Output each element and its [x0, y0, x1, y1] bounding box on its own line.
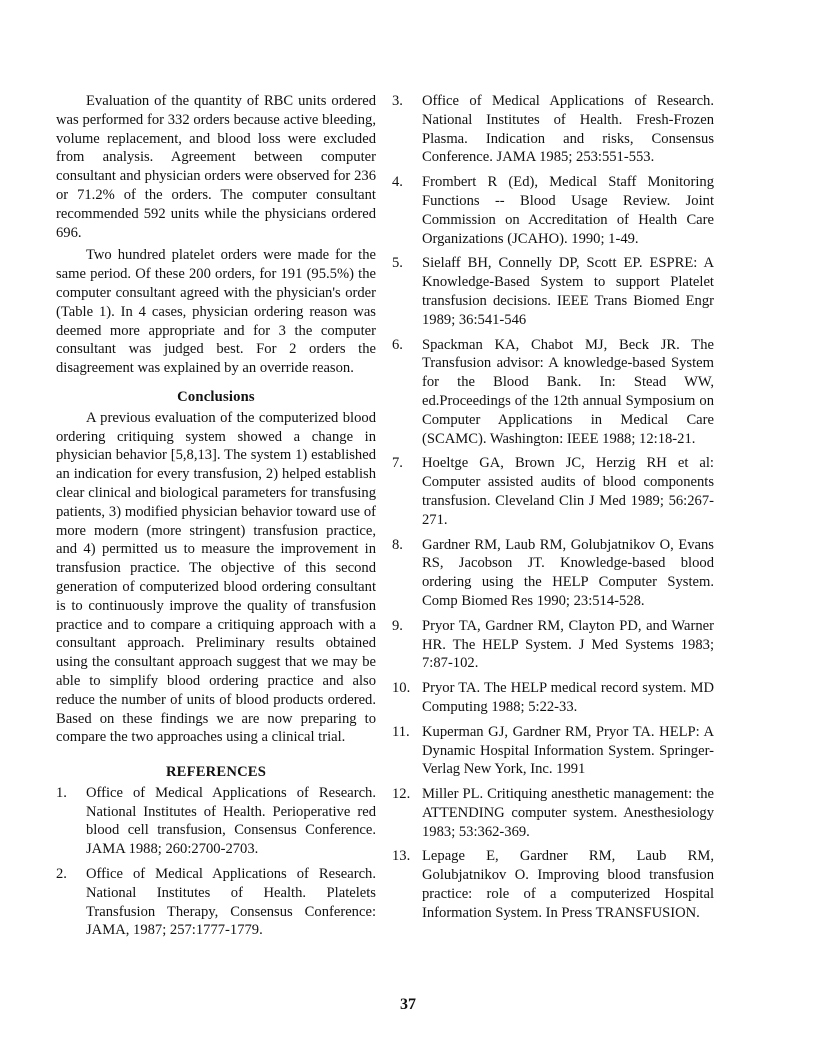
- reference-number: 13.: [392, 848, 411, 865]
- left-column: [56, 92, 376, 946]
- reference-item: [392, 454, 714, 529]
- reference-item: [392, 723, 714, 779]
- reference-item: [392, 536, 714, 611]
- reference-number: 11.: [392, 723, 410, 740]
- reference-number: 2.: [56, 866, 67, 883]
- reference-item: [392, 336, 714, 449]
- reference-number: 4.: [392, 174, 403, 191]
- reference-number: 5.: [392, 255, 403, 272]
- reference-list-left: [56, 784, 376, 940]
- reference-number: 9.: [392, 617, 403, 634]
- right-column: [392, 92, 714, 929]
- reference-number: 3.: [392, 93, 403, 109]
- reference-item: [392, 254, 714, 329]
- reference-number: 10.: [392, 680, 411, 697]
- reference-text: Sielaff BH, Connelly DP, Scott EP. ESPRE: A Knowledge-Based System to support Platelet transfusion decisions. IEEE Trans Biomed Engr 1989; 36:541-546: [422, 255, 714, 328]
- reference-item: [392, 173, 714, 248]
- reference-text: Pryor TA, Gardner RM, Clayton PD, and Warner HR. The HELP System. J Med Systems 1983; 7:87-102.: [422, 617, 714, 672]
- reference-text: Kuperman GJ, Gardner RM, Pryor TA. HELP: A Dynamic Hospital Information System. Springer-Verlag New York, Inc. 1991: [422, 723, 714, 778]
- reference-text: Spackman KA, Chabot MJ, Beck JR. The Transfusion advisor: A knowledge-based System for the Blood Bank. In: Stead WW, ed.Proceedings of the 12th annual Symposium on Computer Applications in Medical Care (SCAMC). Washington: IEEE 1988; 12:18-21.: [422, 336, 714, 447]
- results-paragraph-platelets: Two hundred platelet orders were made for the same period. Of these 200 orders, for 191 (95.5%) the computer consultant agreed with the physician's order (Table 1). In 4 cases, physician ordering reason was deemed more appropriate and for 3 the computer consultant was judged best. For 2 orders the disagreement was explained by an override reason.: [56, 247, 376, 377]
- reference-number: 7.: [392, 455, 403, 472]
- reference-text: Frombert R (Ed), Medical Staff Monitoring Functions -- Blood Usage Review. Joint Commission on Accreditation of Health Care Organizations (JCAHO). 1990; 1-49.: [422, 174, 714, 247]
- reference-item: [392, 92, 714, 167]
- reference-text: Gardner RM, Laub RM, Golubjatnikov O, Evans RS, Jacobson JT. Knowledge-based blood ordering using the HELP Computer System. Comp Biomed Res 1990; 23:514-528.: [422, 536, 714, 609]
- reference-text: Lepage E, Gardner RM, Laub RM, Golubjatnikov O. Improving blood transfusion practice: role of a computerized Hospital Information System. In Press TRANSFUSION.: [422, 848, 714, 921]
- reference-text: Office of Medical Applications of Research. National Institutes of Health. Perioperative red blood cell transfusion, Consensus Conference. JAMA 1988; 260:2700-2703.: [86, 784, 376, 858]
- reference-item: [56, 784, 376, 859]
- reference-text: Pryor TA. The HELP medical record system. MD Computing 1988; 5:22-33.: [422, 680, 714, 715]
- references-heading: REFERENCES: [165, 764, 267, 781]
- reference-item: [56, 865, 376, 940]
- results-paragraph-rbc: Evaluation of the quantity of RBC units ordered was performed for 332 orders because active bleeding, volume replacement, and blood loss were excluded from analysis. Agreement between computer consultant and physician orders were observed for 236 or 71.2% of the orders. The computer consultant recommended 592 units while the physicians ordered 696.: [56, 93, 376, 241]
- conclusions-paragraph: A previous evaluation of the computerized blood ordering critiquing system showed a change in physician behavior [5,8,13]. The system 1) established an indication for every transfusion, 2) helped establish clear clinical and biological parameters for transfusing patients, 3) modified physician behavior toward use of more modern (more stringent) transfusion practice, and 4) permitted us to measure the improvement in transfusion practice. The objective of this second generation of computerized blood ordering consultant is to continuously improve the quality of transfusion practice and to compare a critiquing approach with a consultant approach. Preliminary results obtained using the consultant approach suggest that we may be able to simplify blood ordering practice and also reduce the number of units of blood products ordered. Based on these findings we are now preparing to compare the two approaches using a clinical trial.: [56, 409, 376, 746]
- reference-text: Office of Medical Applications of Research. National Institutes of Health. Platelets Transfusion Therapy, Consensus Conference: JAMA, 1987; 257:1777-1779.: [86, 866, 376, 939]
- reference-text: Miller PL. Critiquing anesthetic management: the ATTENDING computer system. Anesthesiology 1983; 53:362-369.: [422, 786, 714, 840]
- reference-item: [392, 679, 714, 717]
- reference-number: 6.: [392, 336, 403, 353]
- page-number: 37: [400, 996, 416, 1013]
- reference-number: 12.: [392, 786, 411, 803]
- reference-number: 1.: [56, 784, 67, 801]
- reference-text: Office of Medical Applications of Research. National Institutes of Health. Fresh-Frozen Plasma. Indication and risks, Consensus Conference. JAMA 1985; 253:551-553.: [422, 93, 714, 166]
- conclusions-heading: Conclusions: [177, 388, 255, 405]
- reference-list-right: [392, 92, 714, 923]
- reference-number: 8.: [392, 536, 403, 553]
- reference-item: [392, 847, 714, 922]
- reference-item: [392, 785, 714, 841]
- reference-text: Hoeltge GA, Brown JC, Herzig RH et al: Computer assisted audits of blood components transfusion. Cleveland Clin J Med 1989; 56:267-271.: [422, 455, 714, 528]
- reference-item: [392, 617, 714, 673]
